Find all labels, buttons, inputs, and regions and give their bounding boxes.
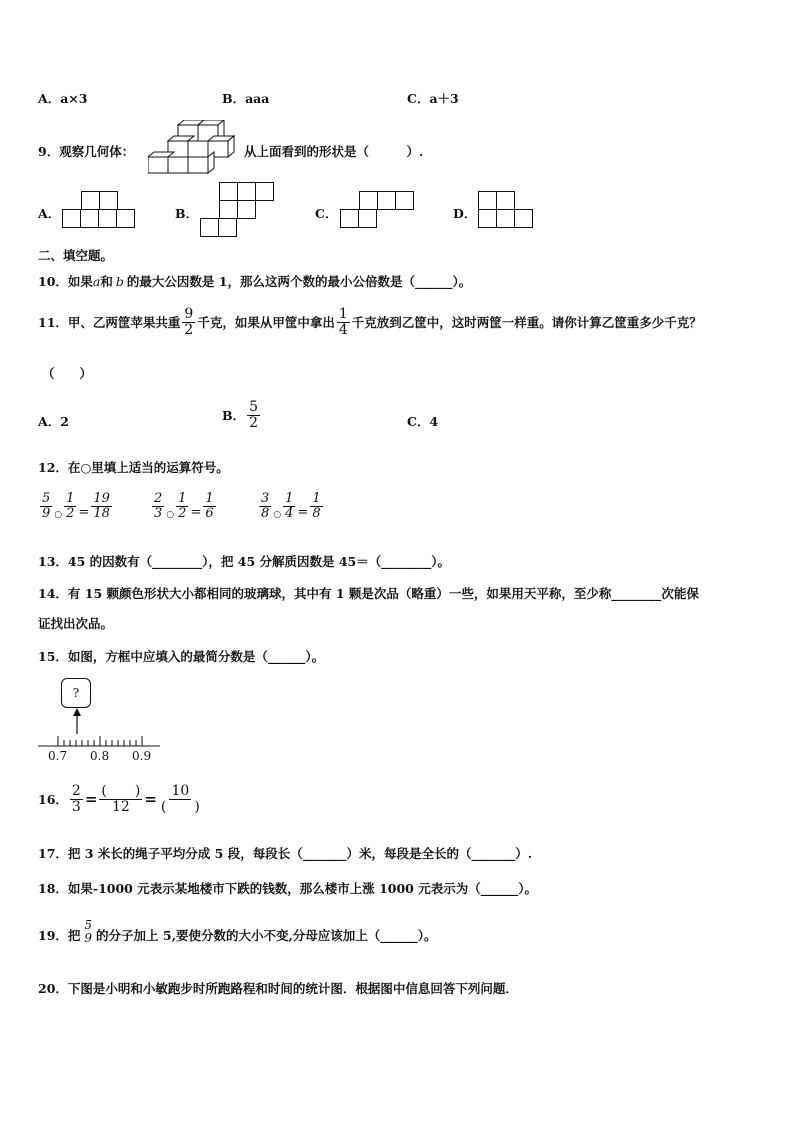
q12-text: 12．在○里填上适当的运算符号。 — [38, 460, 229, 475]
q10-text: 10．如果a和 b 的最大公因数是 1，那么这两个数的最小公倍数是（______）。 — [38, 274, 472, 289]
q11-option-a: A．2 — [38, 414, 69, 429]
q9-option-d: D． — [453, 206, 477, 221]
q13-text: 13．45 的因数有（________），把 45 分解质因数是 45＝（________）。 — [38, 554, 450, 569]
tick-label-0.8: 0.8 — [90, 749, 110, 763]
number-line-figure — [38, 676, 163, 766]
q9-option-a-grid — [62, 191, 142, 231]
q15-text: 15．如图，方框中应填入的最简分数是（______）。 — [38, 649, 325, 664]
q17-text: 17．把 3 米长的绳子平均分成 5 段，每段长（_______）米，每段是全长的（_______）. — [38, 846, 533, 861]
q8-option-a: A．a×3 — [38, 91, 88, 106]
q8-option-b: B．aaa — [222, 91, 270, 106]
q9-option-c-grid — [340, 191, 420, 231]
q11-answer-paren: （ ） — [42, 366, 93, 381]
q19-text: 19．把 5 9 的分子加上 5,要使分数的大小不变,分母应该加上（______）。 — [38, 918, 437, 945]
cube-solid-figure — [148, 120, 240, 174]
q9-option-c: C． — [315, 206, 338, 221]
q9-option-b-grid — [200, 182, 280, 242]
q12-expr-3: $\frac{3}{8}$ ○ $\frac{1}{4}$ = $\frac{1}{8}$ — [261, 491, 321, 521]
q14-text-line1: 14．有 15 颗颜色形状大小都相同的玻璃球，其中有 1 颗是次品（略重）一些，如果用天平称，至少称________次能保 — [38, 586, 699, 601]
tick-label-0.9: 0.9 — [132, 749, 152, 763]
q9-option-a: A． — [38, 206, 61, 221]
q18-text: 18．如果-1000 元表示某地楼市下跌的钱数，那么楼市上涨 1000 元表示为（______）。 — [38, 881, 537, 896]
section-title: 二、填空题。 — [38, 248, 114, 263]
q9-option-b: B． — [175, 206, 199, 221]
q11-text: 11．甲、乙两筐苹果共重 $\frac{9}{2}$ 千克，如果从甲筐中拿出 $\frac{1}{4}$ 千克放到乙筐中，这时两筐一样重。请你计算乙筐重多少千克？ — [38, 306, 702, 338]
q9-text: 从上面看到的形状是（ ）. — [244, 144, 424, 159]
question-box: ? — [61, 678, 91, 708]
q9-option-d-grid — [478, 191, 558, 231]
q12-expr-1: $\frac{5}{9}$ ○ $\frac{1}{2}$ = $\frac{19}{18}$ — [42, 491, 110, 521]
q20-text: 20．下图是小明和小敏跑步时所跑路程和时间的统计图．根据图中信息回答下列问题． — [38, 981, 518, 996]
q16-equation: 16． $\frac{2}{3}$ = $\frac{( )}{12}$ = $\frac{10}{( )}$ — [38, 783, 200, 815]
q14-text-line2: 证找出次品。 — [38, 616, 114, 631]
tick-label-0.7: 0.7 — [48, 749, 68, 763]
q11-option-c: C．4 — [407, 414, 439, 429]
q12-expr-2: $\frac{2}{3}$ ○ $\frac{1}{2}$ = $\frac{1}{6}$ — [154, 491, 214, 521]
q9-number: 9．观察几何体： — [38, 144, 135, 159]
q8-option-c: C．a＋3 — [407, 91, 459, 106]
q11-option-b: B． $\frac{5}{2}$ — [222, 399, 258, 431]
